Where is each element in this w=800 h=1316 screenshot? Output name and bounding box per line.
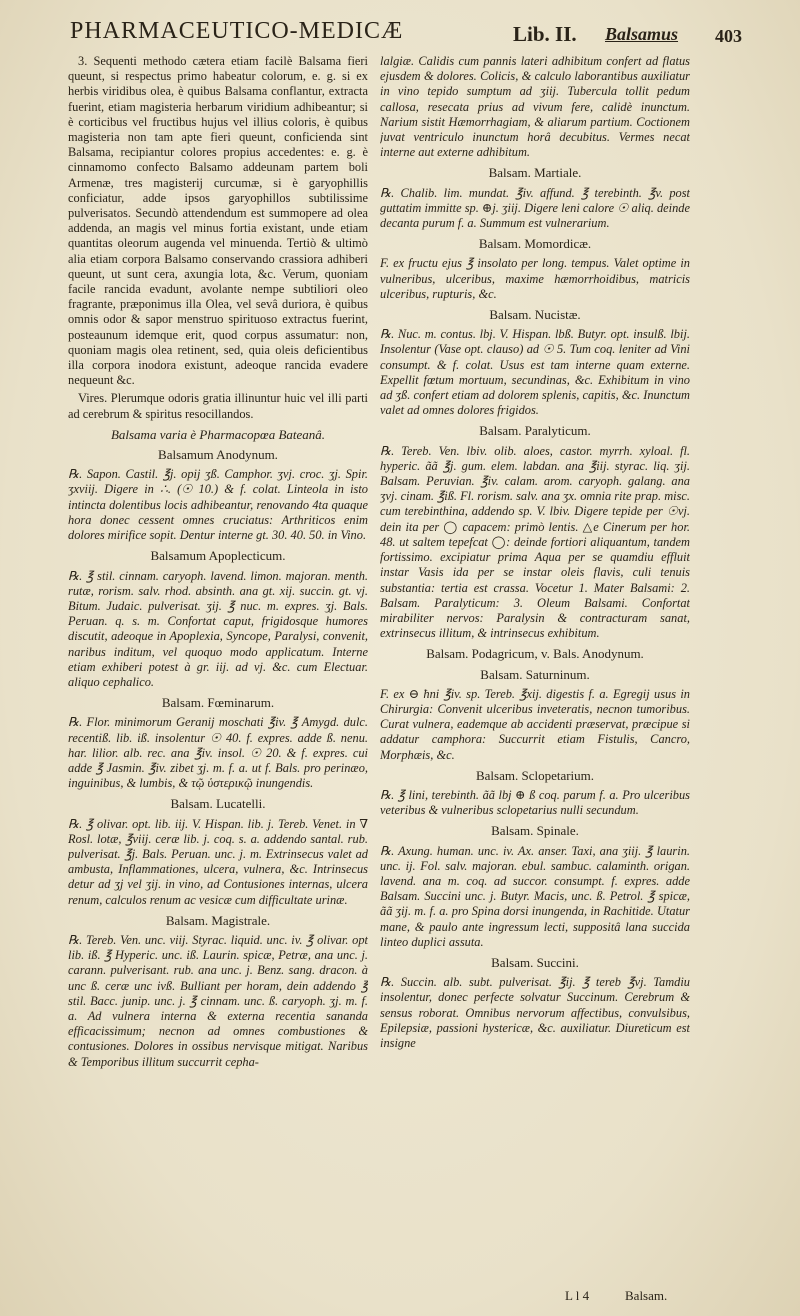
recipe-text: F. ex ⊖ ħni ℥iv. sp. Tereb. ℥xij. digestis f. a. Egregij usus in Chirurgia: Convenit ulceribus inveteratis, necnon tumoribus. Curat vulnera, eademque ab accidenti præservat, præcipue si addatur camphora: Succurrit etiam Fistulis, Cancro, Morphæis, &c. (380, 686, 690, 762)
recipe-title: Balsam. Sclopetarium. (475, 767, 595, 783)
recipe-title: Balsam. Succini. (491, 954, 579, 970)
recipe-title: Balsam. Spinale. (491, 823, 579, 839)
recipe-title: Balsam. Saturninum. (480, 666, 590, 682)
header-catch-word: Balsamus (605, 24, 679, 44)
recipe-title: Balsamum Apoplecticum. (150, 548, 286, 564)
recipe-text: ℞. Tereb. Ven. unc. viij. Styrac. liquid. unc. iv. ℥ olivar. opt lib. iß. ℥ Hyperic. unc. iß. Laurin. spicæ, Petræ, ana unc. j. carann. pulverisant. rub. ana unc. j. Benz. sang. dracon. à unc ß. ceræ unc ivß. Bulliant per horam, dein addendo ℥ stil. Bacc. junip. unc. j. ℥ cinnam. unc. ß. caryoph. ʒj. m. f. a. Ad vulnera interna & externa recentia sananda efficacissimum; necnon ad omnes combustiones & contusiones. Dolores in ossibus nervisque mitigat. Naribus & Temporibus illitum succurrit cepha- (68, 932, 368, 1069)
book-number: Lib. II. (513, 22, 577, 46)
recipe-text: ℞. Succin. alb. subt. pulverisat. ℥ij. ℥ tereb ℥vj. Tamdiu insolentur, donec perfecte solvatur Succinum. Cerebrum & sensus roborat. Omnibus nervorum affectibus, convulsibus, Epilepsiæ, passioni hystericæ, &c. auxiliatur. Diureticum est insigne (380, 975, 690, 1050)
recipe-text: ℞. ℥ stil. cinnam. caryoph. lavend. limon. majoran. menth. rutæ, rorism. salv. rhod. absinth. ana gt. xij. succin. gt. vj. Bitum. Judaic. pulverisat. ʒij. ℥ nuc. m. expres. ʒj. Bals. Peruan. q. s. m. Confortat caput, frigidosque humores discutit, adeoque in Apoplexia, Syncope, Paralysi, convenit, naribus inditum, vel quoquo modo applicatum. Interne etiam exhiberi potest à gr. iij. ad vj. &c. cum Electuar. aliquo cephalico. (68, 568, 368, 689)
recipe-text: ℞. Nuc. m. contus. lbj. V. Hispan. lbß. Butyr. opt. insulß. lbij. Insolentur (Vase opt. clauso) ad ☉ 5. Tum coq. leniter ad Vini consumpt. & f. colat. Usus est tam interne quam externe. Expellit fœtum mortuum, secundinas, &c. Exhibitum in vino ad ʒß. confert etiam ad dolorem splenis, capitis, &c. Inunctum valet ad omnes dolores frigidos. (380, 327, 690, 418)
signature-mark: L l 4 (565, 1288, 590, 1303)
recipe-text: ℞. Flor. minimorum Geranij moschati ℥iv. ℥ Amygd. dulc. recentiß. lib. iß. insolentur ☉ 40. f. expres. adde ß. nenu. har. lilior. alb. rec. ana ℥iv. insol. ☉ 20. & f. expres. cui adde ℥ Jasmin. ℥iv. zibet ʒj. m. f. a. ut f. Bals. pro perinæo, inguinibus, & lumbis, & τῷ ὑστερικῷ inungendis. (68, 715, 368, 791)
recipe-title: Balsam. Momordicæ. (478, 236, 592, 252)
recipe-text: ℞. Chalib. lim. mundat. ℥iv. affund. ℥ terebinth. ℥v. post guttatim immitte sp. ⊕j. ʒiij. Digere leni calore ☉ aliq. deinde decanta purum f. a. Summum est vulnerarium. (380, 185, 690, 231)
recipe-text: ℞. ℥ olivar. opt. lib. iij. V. Hispan. lib. j. Tereb. Venet. in ∇ Rosl. lotæ, ℥viij. ceræ lib. j. coq. s. a. addendo santal. rub. pulverisat. ℥j. Bals. Peruan. unc. j. m. Extrinsecus valet ad ambusta, Inflammationes, ulcera, vulnera, &c. Intrinsecus detur ad ʒj vel ʒij. in vino, ad Contusiones internas, ulcera renum, calculos renum ac vesicæ cum difficultate urinæ. (68, 816, 368, 907)
left-column (68, 54, 368, 1294)
section-heading: Balsama varia è Pharmacopœa Bateanâ. (110, 426, 326, 442)
recipe-text: ℞. Sapon. Castil. ℥j. opij ʒß. Camphor. ʒvj. croc. ʒj. Spir. ʒxviij. Digere in ∴. (☉ 10.) & f. colat. Linteola in isto intincta dolentibus locis adhibeantur, renovando 4ta quaque hora donec cessent omnes cruciatus: Arthriticos enim dolores mirifice sopit. Dentur interne gt. 30. 40. 50. in Vino. (68, 467, 368, 543)
recipe-text: ℞. Axung. human. unc. iv. Ax. anser. Taxi, ana ʒiij. ℥ laurin. unc. ij. Fol. salv. majoran. ebul. sambuc. calaminth. origan. lavend. ana m. coq. ad succor. consumpt. f. expres. adde Balsam. Succini unc. j. Butyr. Macis, unc. ß. Petrol. ℥ spicæ, ãã ʒij. m. f. a. pro Spina dorsi inungenda, in Rachitide. Utatur mane, & paulo ante ingressum lecti, suppositâ lana succida linteo duplici assuta. (380, 843, 690, 949)
recipe-title: Balsam. Fœminarum. (161, 695, 275, 711)
recipe-title: Balsam. Martiale. (488, 165, 582, 181)
recipe-title: Balsam. Magistrale. (165, 912, 271, 928)
paragraph: Vires. Plerumque odoris gratia illinuntur huic vel illi parti ad cerebrum & spiritus resocillandos. (68, 391, 368, 421)
page-header (70, 16, 770, 52)
paragraph: lalgiæ. Calidis cum pannis lateri adhibitum confert ad flatus ejusdem & dolores. Colicis, & calculo laborantibus auxiliatur in vino tepido sumptum ad ʒiij. Tubercula tollit pedum callosa, resecata prius ad vivum fere, calidè inunctum. Narium sistit Hæmorrhagiam, & aliarum partium. Coctionem juvat ventriculo inunctum horâ decubitus. Vermes necat interne aut externe adhibitum. (380, 54, 690, 160)
recipe-text: F. ex fructu ejus ℥ insolato per long. tempus. Valet optime in vulneribus, ulceribus, maxime hæmorrhoidibus, matricis ulceribus, rupturis, &c. (380, 256, 690, 301)
page-number: 403 (715, 26, 742, 46)
recipe-text: ℞. ℥ lini, terebinth. ãã lbj ⊕ ß coq. parum f. a. Pro ulceribus veteribus & vulneribus sclopetarius nulli secundum. (380, 787, 690, 818)
catchword: Balsam. (625, 1288, 668, 1303)
recipe-text: ℞. Tereb. Ven. lbiv. olib. aloes, castor. myrrh. xyloal. fl. hyperic. ãã ℥j. gum. elem. labdan. ana ℥iij. styrac. liq. ʒij. Balsam. Peruvian. ℥iv. calam. arom. caryoph. galang. ana ʒvj. cinam. ℥iß. Fl. rorism. salv. ana ʒx. omnia rite prap. misc. cum terebinthina, addendo sp. V. lbiv. Digere tepide per ☉vj. dein ita per ◯ capacem: primò lentis. △e Cinerum per hor. 48. ut saltem tepefcat ◯: deinde fortiori aliquantum, tandem fortissimo. excipiatur prima Aqua per se quamdiu effluit instar Vasis ida per se instar oleis flavis, culi tenuis substantia: tertia est crassa. Vocetur 1. Mater Balsami: 2. Balsam. Paralyticum: 3. Oleum Balsami. Confortat mirabiliter nervos: Paralysin & contracturam sanat, extrinsecus illitum, & intrinsecus exhibitum. (380, 443, 690, 641)
recipe-title: Balsam. Lucatelli. (170, 796, 266, 812)
recipe-title: Balsamum Anodynum. (158, 447, 278, 463)
cross-reference: Balsam. Podagricum, v. Bals. Anodynum. (426, 646, 644, 662)
running-title: PHARMACEUTICO-MEDICÆ (70, 18, 404, 44)
paragraph: 3. Sequenti methodo cætera etiam facilè Balsama fieri queunt, si respectus primo habeatur colorum, e. g. si ex herbis viridibus olea, è quibus Balsama conflantur, extracta fuerint, etiam magisteria herbarum viridium adhibeantur; si è corticibus vel fructibus hujus vel illius coloris, è quibus magisteria non tam apte fieri queunt, conficienda sint Balsama, recipiantur colores propius accedentes: e. g. è cinnamomo confecto Balsamo addeunam partem boli Armenæ, tres magisterij curcumæ, si è garyophillis conficiatur, adde ipsos garyophillos subtilissime pulverisatos. Secundò attendendum est summopere ad olea addenda, an magis vel minus fortia existant, unde etiam quantitas oleorum augenda vel minuenda. Tertiò & ultimò alia etiam corpora Balsamo conservando crassiora adhiberi queunt, ut sunt cera, axungia lota, &c. Verum, quoniam facile rancida evadunt, avolante nempe subtiliori oleo fragrante, præponimus illa Olea, vel sevâ duriora, è quibus omnis odor & sapor menstruo spirituoso extractus fuerint, posteaunum idemque erit, quod corpus assumatur: non, quoniam magis olea retinent, sed, quia oleis deficientibus illa corpora inodora existunt, adeoque rancida evadere nequeunt &c. (68, 54, 368, 388)
recipe-title: Balsam. Nucistæ. (489, 307, 581, 323)
page-footer (380, 1288, 740, 1310)
right-column (380, 54, 690, 1294)
recipe-title: Balsam. Paralyticum. (479, 423, 591, 439)
